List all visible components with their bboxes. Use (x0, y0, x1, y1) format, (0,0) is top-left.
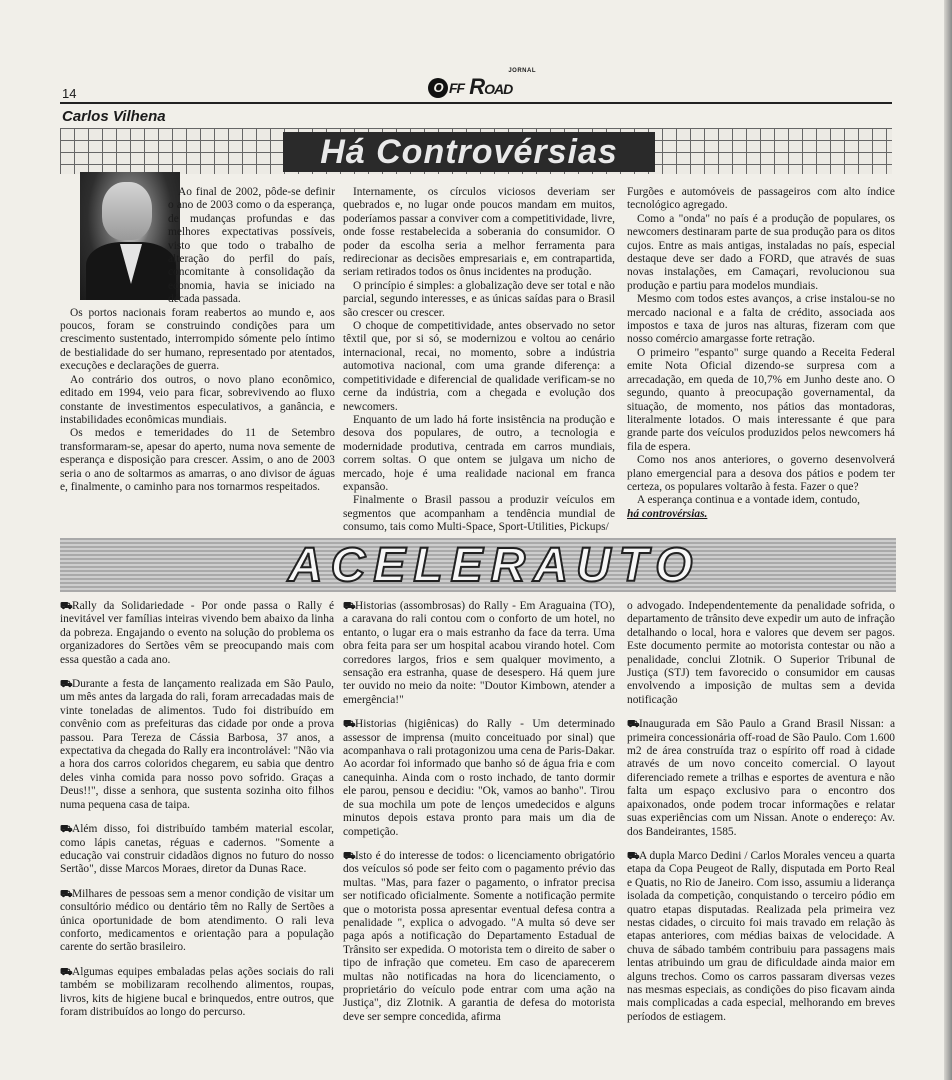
article2-column-1 (60, 600, 334, 1030)
news-item: ⛟Durante a festa de lançamento realizada em São Paulo, um mês antes da largada do rali, foram arrecadadas mais de vinte toneladas de alimentos. Tudo foi distribuído em convênio com as prefeituras das cidade por onde a prova passou. Para Tereza de Cássia Barbosa, 37 anos, a expectativa da chegada do Rally era incontrolável: "Não via a hora dos carros coloridos chegarem, eu sabia que dentro deles vinha comida para nosso povo sofrido. Graças a Deus!!", disse a senhora, que sustenta sozinha oito filhos numa pequena casa de taipa. (60, 678, 334, 811)
news-item: ⛟Além disso, foi distribuído também material escolar, como lápis canetas, réguas e cadernos. "Somente a educação vai construir cidadãos dignos no futuro do nosso Sertão", disse Marcos Moraes, diretor da Dunas Race. (60, 823, 334, 876)
logo-main: O FF ROAD (428, 74, 512, 100)
car-bullet-icon: ⛟ (60, 824, 73, 836)
car-bullet-icon: ⛟ (60, 966, 73, 978)
car-bullet-icon: ⛟ (343, 850, 356, 862)
off-road-logo (428, 68, 538, 102)
paragraph: Mesmo com todos estes avanços, a crise instalou-se no mercado nacional e a falta de crédito, associada aos impostos e taxa de juros nas alturas, fizeram com que nosso comércio amargasse forte retração. (627, 293, 895, 346)
news-item: ⛟Rally da Solidariedade - Por onde passa o Rally é inevitável ver famílias inteiras vivendo bem abaixo da linha da pobreza. Engajando o evento na solução do problema os organizadores do Sertões vêm se preocupando mais com essa questão a cada ano. (60, 600, 334, 666)
article1-column-3 (627, 186, 895, 521)
paragraph: Enquanto de um lado há forte insistência na produção e desova dos populares, de outro, a tecnologia e modernidade produtiva, centrada em carros mundiais, correm soltas. O que ontem se julgava um nicho de mercado, hoje é uma realidade nacional em franca expansão. (343, 413, 615, 493)
closing-line: há controvérsias. (627, 507, 708, 520)
car-bullet-icon: ⛟ (343, 601, 356, 612)
author-byline: Carlos Vilhena (62, 108, 166, 125)
article1-headline: Há Controvérsias (283, 132, 655, 172)
paragraph: Internamente, os círculos viciosos deveriam ser quebrados e, no lugar onde poucos mandam em muitos, poderíamos passar a conviver com a competitividade, livre, onde fosse restabelecida a soberania do consumidor. O poder da escolha seria a melhor ferramenta para redirecionar as decisões empresariais e, em contrapartida, seriam retirados todos os ônus incidentes na produção. (343, 186, 615, 279)
paragraph: Como nos anos anteriores, o governo desenvolverá plano emergencial para a desova dos pátios e podem ter certeza, os populares voltarão à festa. Fazer o que? (627, 454, 895, 493)
news-item: ⛟Historias (higiênicas) do Rally - Um determinado assessor de imprensa (muito conceituado por sinal) que acompanhava o rali protagonizou uma cena de Paris-Dakar. Ao acordar foi informado que banho só de água fria e com canequinha. Ainda com o rosto inchado, de tanto dormir ele parou, pensou e decidiu: "Ok, vamos ao banho". Tirou de sua mochila um pote de lenços umedecidos e alguns minutos depois estava pronto para mais um dia de competição. (343, 718, 615, 838)
paragraph: Os portos nacionais foram reabertos ao mundo e, aos poucos, foram se construindo condições para um crescimento sustentado, interrompido sómente pelo íntimo de bestialidade do ser humano, representado por atentados, execuções e declarações de guerra. (60, 306, 335, 373)
page-edge-shadow (944, 0, 952, 1080)
car-bullet-icon: ⛟ (627, 850, 640, 862)
article2-column-2 (343, 600, 615, 1035)
article2-headline: ACELERAUTO (288, 539, 701, 592)
news-item: ⛟Isto é do interesse de todos: o licenciamento obrigatório dos veículos só pode ser feito com o pagamento prévio das multas. "Mas, para fazer o pagamento, o infrator precisa ser notificado oficialmente. Somente a notificação permite que o motorista possa apresentar eventual defesa contra a penalidade ", explica o advogado. "A multa só deve ser paga após a notificação do Departamento Estadual de Trânsito ser expedida. O motorista tem o direito de saber o tipo de infração que cometeu. Em caso de aparecerem multas não notificadas na hora do licenciamento, o proprietário do veículo pode entrar com uma ação na Justiça", diz Zlotnik. A garantia de defesa do motorista deve ser sempre concedida, afirma (343, 849, 615, 1023)
paragraph: O primeiro "espanto" surge quando a Receita Federal emite Nota Oficial dizendo-se surpresa com a arrecadação, em queda de 10,7% em Junho deste ano. O segundo, quanto à preocupação governamental, da situação, de momento, nos pátios das montadoras, literalmente lotados. O mais interessante é que para grande parte dos veículos produzidos pelos newcomers há fila de espera. (627, 346, 895, 453)
article1-column-2 (343, 186, 615, 535)
paragraph: Finalmente o Brasil passou a produzir veículos em segmentos que acompanham a tendência mundial de consumo, tais como Multi-Space, Sport-Utilities, Pickups/ (343, 494, 615, 534)
car-bullet-icon: ⛟ (60, 601, 73, 612)
paragraph: Ao contrário dos outros, o novo plano econômico, editado em 1994, veio para ficar, sobrevivendo ao fluxo constante de investimentos especulativos, a ganância, e instabilidades econômicas mundiais. (60, 373, 335, 426)
logo-small-text: JORNAL (508, 68, 536, 74)
car-bullet-icon: ⛟ (60, 679, 73, 691)
car-bullet-icon: ⛟ (343, 719, 356, 731)
paragraph: Ao final de 2002, pôde-se definir o ano de 2003 como o da esperança, de mudanças profundas e das melhores expectativas possíveis, visto que todo o trabalho de alteração do perfil do país, concomitante à consolidação da economia, havia se iniciado na década passada. (168, 186, 335, 306)
car-bullet-icon: ⛟ (60, 888, 73, 900)
paragraph: Os medos e temeridades do 11 de Setembro transformaram-se, apesar do aperto, numa nova semente de esperança e disposição para crescer. Assim, o ano de 2003 seria o ano de soltarmos as amarras, o ano divisor de águas e, finalmente, o caminho para nos tornarmos respeitados. (60, 427, 335, 493)
news-item: ⛟Milhares de pessoas sem a menor condição de visitar um consultório médico ou dentário têm no Rally de Sertões a única oportunidade de bom atendimento. O rali leva conforto, medicamentos e orientação para a população carente do sertão brasileiro. (60, 887, 334, 954)
page-number: 14 (62, 86, 77, 101)
header-rule (60, 102, 892, 104)
article1-column-1 (60, 186, 335, 494)
paragraph: O choque de competitividade, antes observado no setor têxtil que, por si só, se modernizou e voltou ao cenário internacional, recai, no momento, sobre a indústria automotiva nacional, com uma grande diferença: a competitividade e diferencial de qualidade verificam-se no cerne da indústria, com a chegada e evolução dos newcomers. (343, 320, 615, 413)
paragraph: Furgões e automóveis de passageiros com alto índice tecnológico agregado. (627, 186, 895, 212)
paragraph: Como a "onda" no país é a produção de populares, os newcomers destinaram parte de sua produção para os ditos cujos. Entre as mais antigas, instaladas no país, especial destaque deve ser dado a FORD, que através de suas novas instalações, em Camaçari, revolucionou sua produção e partiu para modelos mundiais. (627, 212, 895, 292)
news-item: ⛟Algumas equipes embaladas pelas ações sociais do rali também se mobilizaram recolhendo alimentos, roupas, livros, kits de higiene bucal e brinquedos, entre outros, que foram distribuídos ao longo do percurso. (60, 965, 334, 1018)
car-bullet-icon: ⛟ (627, 719, 640, 731)
paragraph: O princípio é simples: a globalização deve ser total e não parcial, segundo interesses, e as únicas saídas para o Brasil são crescer ou crescer. (343, 279, 615, 319)
paragraph: A esperança continua e a vontade idem, contudo, (637, 494, 860, 507)
news-item: ⛟A dupla Marco Dedini / Carlos Morales venceu a quarta etapa da Copa Peugeot de Rally, disputada em Porto Real e Quatis, no Rio de Janeiro. Com isso, assumiu a liderança isolada da competição, conquistando o terceiro pódio em quatro etapas disputadas. Realizada pela primeira vez nestas cidades, o circuito foi mais travado em relação às etapas anteriores, com médias baixas de velocidade. A chuva de sábado também contribuiu para passagens mais lentas atribuindo um grau de dificuldade ainda maior em alguns trechos. Como os carros passaram diversas vezes nas mesmas especiais, as condições do piso ficavam ainda mais complicadas a cada especial, melhorando em breves períodos de estiagem. (627, 849, 895, 1023)
news-item: ⛟Historias (assombrosas) do Rally - Em Araguaina (TO), a caravana do rali contou com o conforto de um hotel, no entanto, o lugar era o mais estranho da face da terra. Uma obra feita para ser um hospital acabou virando hotel. Com corredores largos, frios e sem qualquer movimento, a sensação era estranha, quase de desespero. Há quem jure ter ouvido no meio da noite: "Doutor Kimbown, atender a emergência!" (343, 600, 615, 706)
news-item: ⛟Inaugurada em São Paulo a Grand Brasil Nissan: a primeira concessionária off-road de São Paulo. Com 1.600 m2 de área construída traz o espírito off road à cidade através de um novo conceito comercial. O layout diferenciado remete a trilhas e esportes de aventura e não falta um espaço exclusivo para o encontro dos apaixonados, onde podem trocar informações e relatar suas experiências com um Nissan. Anote o endereço: Av. dos Bandeirantes, 1585. (627, 718, 895, 838)
news-item: o advogado. Independentemente da penalidade sofrida, o departamento de trânsito deve expedir um auto de infração detalhando o local, hora e valores que devem ser pagos. Este documento permite ao motorista contestar ou não a penalidade, conclui Zlotnik. O Superior Tribunal de Justiça (STJ) tem favorecido o consumidor em causas envolvendo a imposição de multas sem a devida notificação (627, 600, 895, 706)
article2-column-3 (627, 600, 895, 1035)
